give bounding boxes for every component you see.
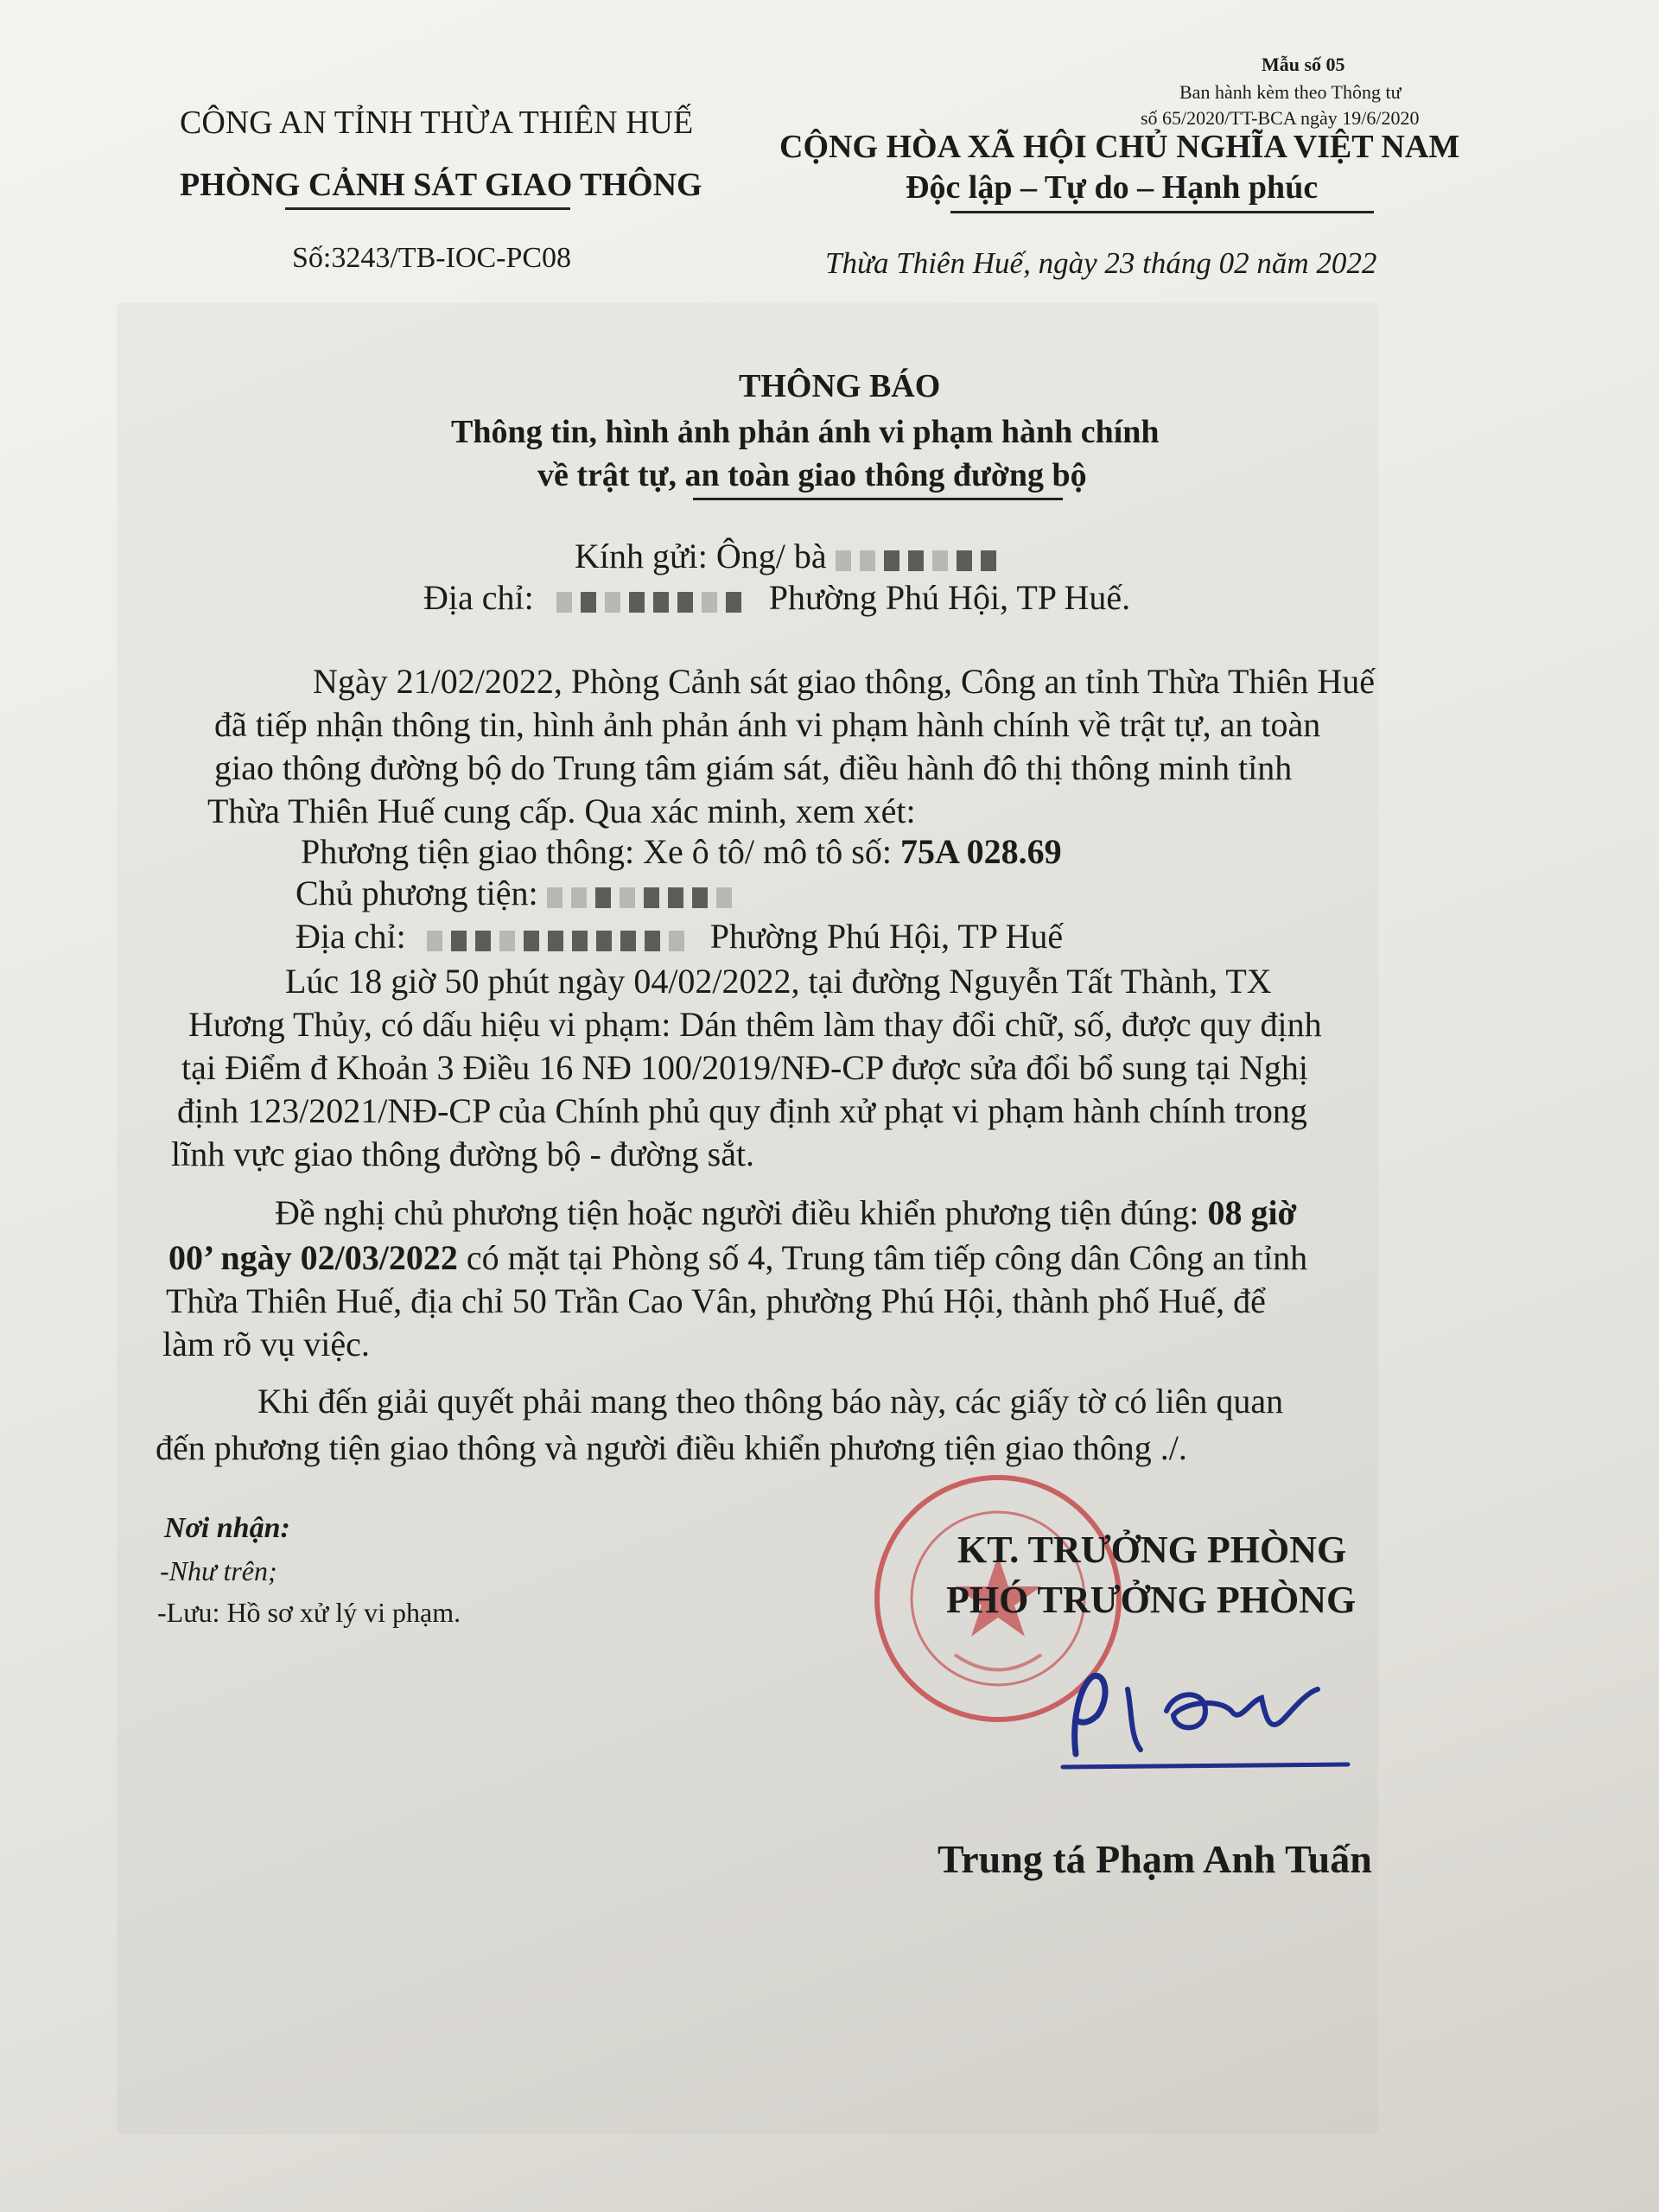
form-issued-line1: Ban hành kèm theo Thông tư [1179,81,1402,103]
paragraph3-line1 [275,1192,1297,1233]
license-plate: 75A 028.69 [899,832,1062,871]
signature-title-line1: KT. TRƯỞNG PHÒNG [957,1529,1347,1571]
place-date: Thừa Thiên Huế, ngày 23 tháng 02 năm 2022 [825,246,1377,280]
vehicle-label: Phương tiện giao thông: Xe ô tô/ mô tô số: [301,832,892,871]
recipients-item1: -Như trên; [160,1555,277,1586]
recipient-address-tail: Phường Phú Hội, TP Huế. [768,578,1131,617]
paragraph3-line4: làm rõ vụ việc. [162,1325,370,1363]
owner-line [296,873,741,917]
national-motto: Độc lập – Tự do – Hạnh phúc [906,169,1319,206]
document-title: THÔNG BÁO [739,368,941,404]
recipient-address [423,577,1130,621]
department-underline [285,207,570,210]
redacted-owner-address [427,919,693,960]
handwritten-signature [1046,1650,1357,1780]
redacted-address [556,581,750,621]
signatory-name: Trung tá Phạm Anh Tuấn [938,1837,1372,1881]
country-name: CỘNG HÒA XÃ HỘI CHỦ NGHĨA VIỆT NAM [779,129,1460,165]
paragraph2-line4: định 123/2021/NĐ-CP của Chính phủ quy định xử phạt vi phạm hành chính trong [177,1091,1307,1130]
recipient-address-label: Địa chỉ: [423,578,534,617]
owner-address-tail: Phường Phú Hội, TP Huế [709,917,1064,956]
paragraph2-line3: tại Điểm đ Khoản 3 Điều 16 NĐ 100/2019/NĐ-CP được sửa đổi bổ sung tại Nghị [181,1048,1309,1087]
subtitle-underline [693,498,1063,500]
recipient-label: Kính gửi: Ông/ bà [575,537,827,575]
signature-title-line2: PHÓ TRƯỞNG PHÒNG [946,1579,1357,1621]
paragraph3-line2 [168,1237,1307,1278]
paragraph4-line1: Khi đến giải quyết phải mang theo thông báo này, các giấy tờ có liên quan [257,1382,1284,1421]
recipients-item2: -Lưu: Hồ sơ xử lý vi phạm. [157,1597,461,1628]
department-name: PHÒNG CẢNH SÁT GIAO THÔNG [180,167,702,203]
paragraph1-line3: giao thông đường bộ do Trung tâm giám sát, điều hành đô thị thông minh tỉnh [214,748,1293,787]
owner-label: Chủ phương tiện: [296,874,538,912]
redacted-owner [547,876,741,917]
paragraph2-line1: Lúc 18 giờ 50 phút ngày 04/02/2022, tại đường Nguyễn Tất Thành, TX [285,962,1272,1001]
owner-address-label: Địa chỉ: [296,917,406,956]
appointment-date: 00’ ngày 02/03/2022 [168,1238,458,1277]
recipient-salutation [575,536,1005,580]
paragraph1-line2: đã tiếp nhận thông tin, hình ảnh phản ánh vi phạm hành chính về trật tự, an toàn [214,705,1321,744]
paragraph2-line5: lĩnh vực giao thông đường bộ - đường sắt. [171,1135,755,1173]
document-subtitle-line1: Thông tin, hình ảnh phản ánh vi phạm hành chính [451,414,1160,450]
redacted-name [836,539,1005,580]
paragraph1-line4: Thừa Thiên Huế cung cấp. Qua xác minh, xem xét: [207,791,916,830]
recipients-heading: Nơi nhận: [164,1512,290,1544]
motto-underline [950,211,1374,213]
document-number: Số:3243/TB-IOC-PC08 [292,242,572,274]
owner-address-line [296,916,1063,960]
appointment-time: 08 giờ [1207,1193,1297,1232]
paragraph3-line1-text: Đề nghị chủ phương tiện hoặc người điều khiển phương tiện đúng: [275,1193,1199,1232]
form-number: Mẫu số 05 [1262,54,1345,75]
paragraph3-line2-text: có mặt tại Phòng số 4, Trung tâm tiếp công dân Công an tỉnh [466,1238,1308,1277]
agency-name: CÔNG AN TỈNH THỪA THIÊN HUẾ [180,105,694,141]
document-subtitle-line2: về trật tự, an toàn giao thông đường bộ [537,457,1087,493]
paragraph4-line2: đến phương tiện giao thông và người điều khiển phương tiện giao thông ./. [156,1428,1187,1467]
paragraph3-line3: Thừa Thiên Huế, địa chỉ 50 Trần Cao Vân, phường Phú Hội, thành phố Huế, để [166,1281,1266,1320]
vehicle-line [301,831,1062,872]
paragraph2-line2: Hương Thủy, có dấu hiệu vi phạm: Dán thêm làm thay đổi chữ, số, được quy định [188,1005,1322,1044]
form-issued-line2: số 65/2020/TT-BCA ngày 19/6/2020 [1141,107,1420,129]
paragraph1-line1: Ngày 21/02/2022, Phòng Cảnh sát giao thông, Công an tỉnh Thừa Thiên Huế [313,662,1375,701]
